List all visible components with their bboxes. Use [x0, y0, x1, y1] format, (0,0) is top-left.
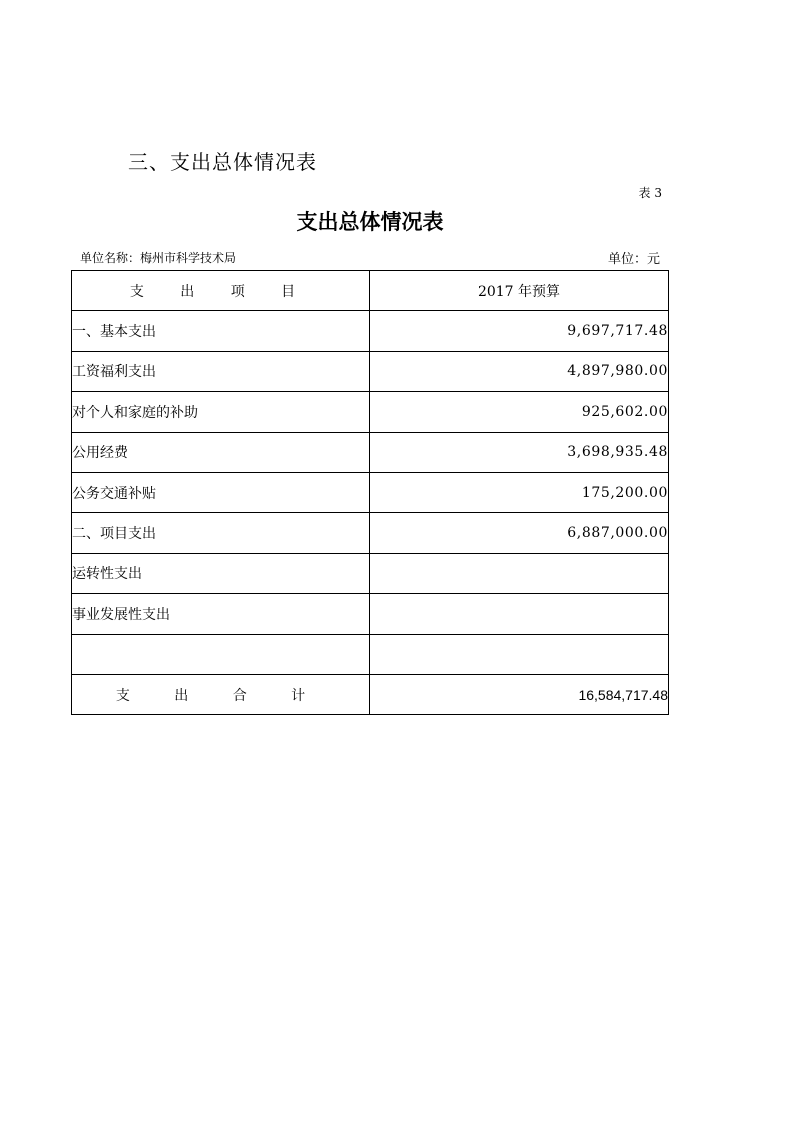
row-amount: 925,602.00 — [370, 392, 669, 432]
expenditure-table — [71, 270, 669, 715]
table-row — [72, 351, 669, 391]
currency-unit: 单位：元 — [607, 252, 660, 267]
section-heading: 三、支出总体情况表 — [128, 150, 317, 174]
row-item: 工资福利支出 — [72, 351, 370, 391]
table-total-row — [72, 674, 669, 714]
table-row — [72, 553, 669, 593]
row-item: 运转性支出 — [72, 553, 370, 593]
table-row — [72, 311, 669, 351]
table-row — [72, 513, 669, 553]
header-item: 支 出 项 目 — [72, 271, 370, 311]
table-number: 表 3 — [638, 186, 662, 200]
total-label: 支 出 合 计 — [72, 674, 370, 714]
row-amount: 3,698,935.48 — [370, 432, 669, 472]
document-title: 支出总体情况表 — [296, 210, 444, 234]
row-amount — [370, 594, 669, 634]
table-row-empty — [72, 634, 669, 674]
row-item: 对个人和家庭的补助 — [72, 392, 370, 432]
row-amount: 4,897,980.00 — [370, 351, 669, 391]
row-amount: 9,697,717.48 — [370, 311, 669, 351]
row-item: 事业发展性支出 — [72, 594, 370, 634]
row-amount — [370, 634, 669, 674]
table-row — [72, 392, 669, 432]
table-row — [72, 432, 669, 472]
row-item: 一、基本支出 — [72, 311, 370, 351]
row-amount: 6,887,000.00 — [370, 513, 669, 553]
total-amount: 16,584,717.48 — [370, 674, 669, 714]
row-amount: 175,200.00 — [370, 472, 669, 512]
unit-name: 单位名称：梅州市科学技术局 — [80, 251, 237, 265]
row-item: 公用经费 — [72, 432, 370, 472]
row-item: 公务交通补贴 — [72, 472, 370, 512]
row-amount — [370, 553, 669, 593]
table-row — [72, 472, 669, 512]
table-header-row — [72, 271, 669, 311]
row-item — [72, 634, 370, 674]
row-item: 二、项目支出 — [72, 513, 370, 553]
header-amount: 2017 年预算 — [370, 271, 669, 311]
table-row — [72, 594, 669, 634]
